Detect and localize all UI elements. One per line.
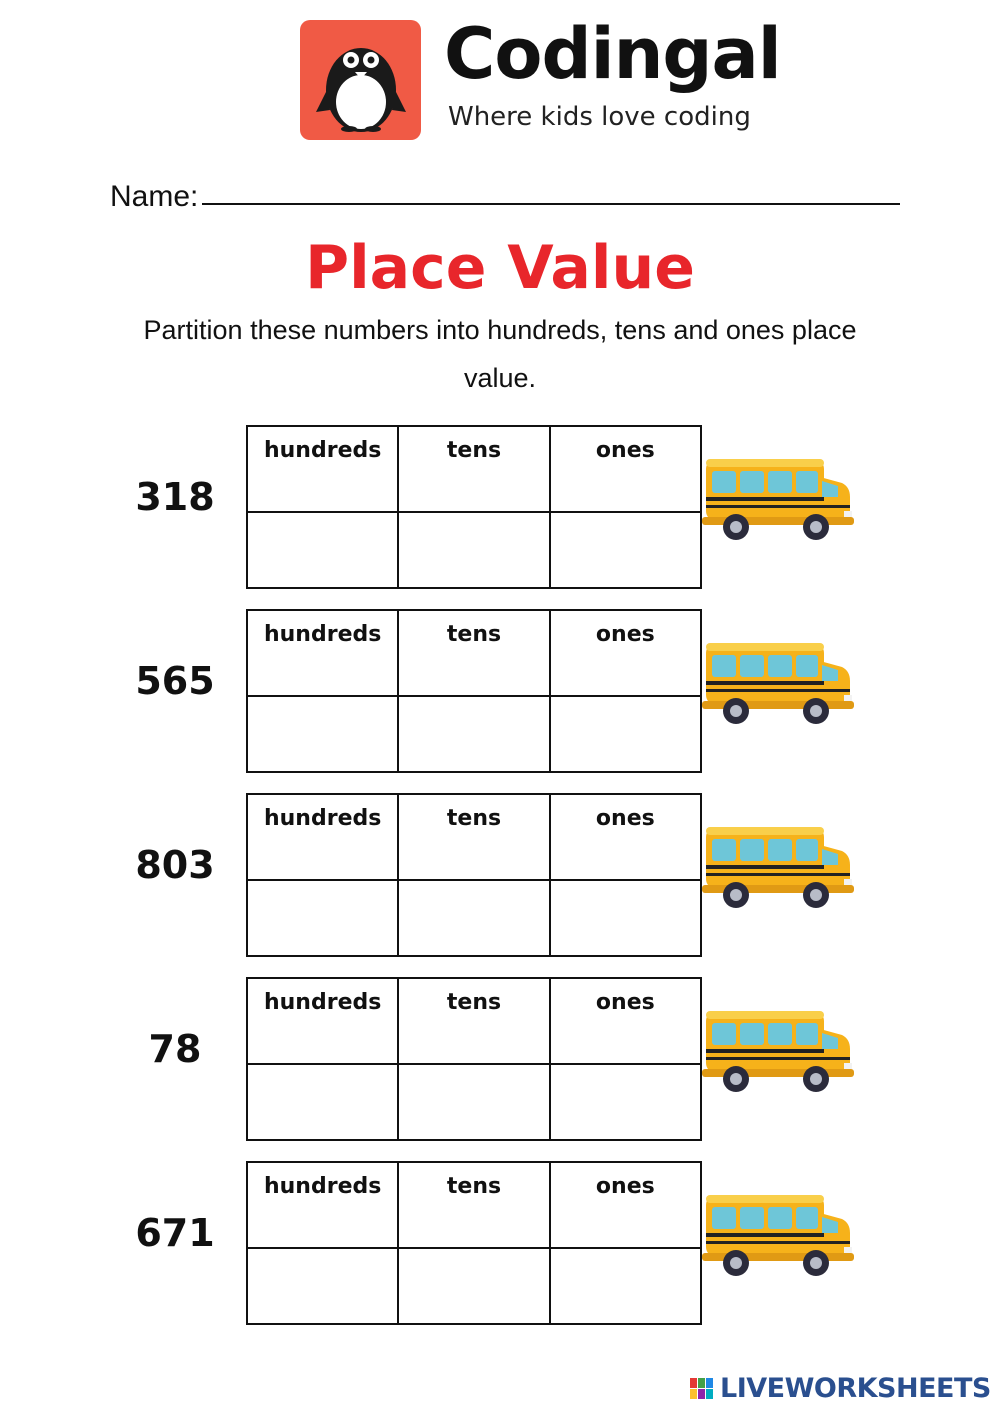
column-header-hundreds: hundreds bbox=[247, 610, 398, 696]
column-header-hundreds: hundreds bbox=[247, 426, 398, 512]
school-bus-icon bbox=[702, 637, 854, 733]
column-header-hundreds: hundreds bbox=[247, 978, 398, 1064]
school-bus-icon bbox=[702, 1005, 854, 1101]
answer-cell-tens[interactable] bbox=[398, 880, 549, 956]
answer-cell-tens[interactable] bbox=[398, 512, 549, 588]
school-bus-icon bbox=[702, 1189, 854, 1285]
column-header-tens: tens bbox=[398, 610, 549, 696]
answer-cell-ones[interactable] bbox=[550, 880, 701, 956]
page-title: Place Value bbox=[305, 233, 695, 303]
problem-row bbox=[0, 425, 1000, 577]
answer-cell-tens[interactable] bbox=[398, 696, 549, 772]
instructions: Partition these numbers into hundreds, tens and ones place value. bbox=[143, 315, 857, 393]
name-label: Name: bbox=[110, 180, 199, 213]
column-header-ones: ones bbox=[550, 794, 701, 880]
answer-cell-hundreds[interactable] bbox=[247, 512, 398, 588]
problem-number: 671 bbox=[135, 1211, 215, 1255]
column-header-tens: tens bbox=[398, 426, 549, 512]
place-value-table bbox=[246, 793, 702, 957]
brand-name: Codingal bbox=[444, 13, 781, 95]
answer-cell-hundreds[interactable] bbox=[247, 1064, 398, 1140]
liveworksheets-icon bbox=[690, 1378, 714, 1400]
name-field[interactable] bbox=[202, 203, 900, 205]
school-bus-icon bbox=[702, 453, 854, 549]
place-value-table bbox=[246, 609, 702, 773]
footer-text: LIVEWORKSHEETS bbox=[720, 1373, 991, 1404]
column-header-tens: tens bbox=[398, 978, 549, 1064]
column-header-ones: ones bbox=[550, 978, 701, 1064]
place-value-table bbox=[246, 425, 702, 589]
problem-row bbox=[0, 793, 1000, 945]
problem-number: 78 bbox=[148, 1027, 202, 1071]
place-value-table bbox=[246, 1161, 702, 1325]
problem-number: 318 bbox=[135, 475, 215, 519]
place-value-table bbox=[246, 977, 702, 1141]
penguin-icon bbox=[300, 20, 421, 140]
answer-cell-hundreds[interactable] bbox=[247, 880, 398, 956]
column-header-tens: tens bbox=[398, 794, 549, 880]
codingal-logo bbox=[300, 20, 421, 140]
liveworksheets-logo bbox=[690, 1372, 990, 1406]
column-header-hundreds: hundreds bbox=[247, 1162, 398, 1248]
answer-cell-ones[interactable] bbox=[550, 696, 701, 772]
column-header-tens: tens bbox=[398, 1162, 549, 1248]
answer-cell-ones[interactable] bbox=[550, 512, 701, 588]
problem-number: 803 bbox=[135, 843, 215, 887]
problem-row bbox=[0, 977, 1000, 1129]
answer-cell-hundreds[interactable] bbox=[247, 696, 398, 772]
answer-cell-hundreds[interactable] bbox=[247, 1248, 398, 1324]
answer-cell-tens[interactable] bbox=[398, 1248, 549, 1324]
column-header-ones: ones bbox=[550, 610, 701, 696]
answer-cell-ones[interactable] bbox=[550, 1248, 701, 1324]
answer-cell-ones[interactable] bbox=[550, 1064, 701, 1140]
column-header-ones: ones bbox=[550, 426, 701, 512]
problem-row bbox=[0, 1161, 1000, 1313]
school-bus-icon bbox=[702, 821, 854, 917]
column-header-hundreds: hundreds bbox=[247, 794, 398, 880]
column-header-ones: ones bbox=[550, 1162, 701, 1248]
problem-row bbox=[0, 609, 1000, 761]
problem-number: 565 bbox=[135, 659, 215, 703]
answer-cell-tens[interactable] bbox=[398, 1064, 549, 1140]
brand-tagline: Where kids love coding bbox=[448, 102, 751, 132]
